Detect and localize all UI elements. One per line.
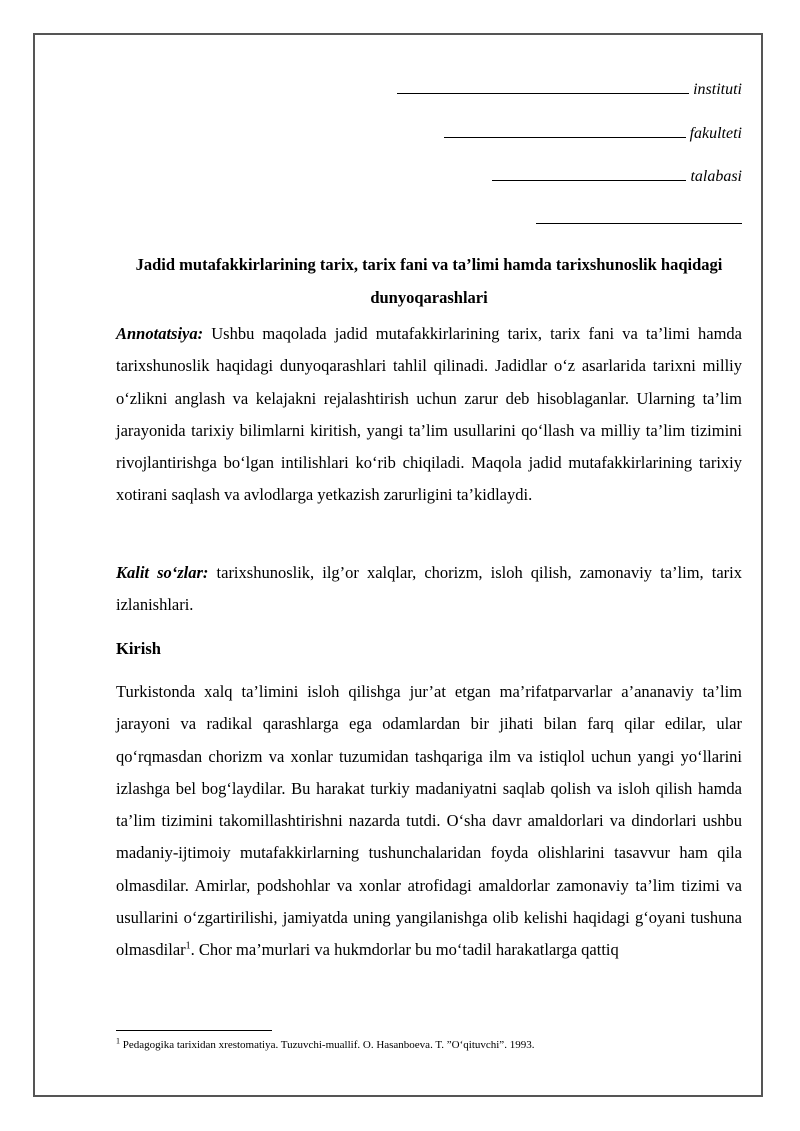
keywords-label: Kalit so‘zlar:	[116, 563, 209, 582]
annotation-paragraph	[116, 318, 742, 512]
faculty-line	[444, 121, 742, 144]
student-blank	[492, 164, 686, 181]
footnote-separator	[116, 1030, 272, 1031]
keywords-paragraph	[116, 557, 742, 622]
institute-label: instituti	[693, 81, 742, 98]
institute-line	[397, 77, 742, 100]
annotation-label: Annotatsiya:	[116, 324, 204, 343]
article-title: Jadid mutafakkirlarining tarix, tarix fani va ta’limi hamda tarixshunoslik haqidagi dunyoqarashlari	[135, 255, 723, 307]
footnote-mark: 1	[116, 1036, 120, 1046]
name-line	[536, 207, 742, 230]
intro-text-continued: . Chor ma’murlari va hukmdorlar bu mo‘tadil harakatlarga qattiq	[190, 940, 619, 960]
intro-text: Turkistonda xalq ta’limini isloh qilishga jur’at etgan ma’rifatparvarlar a’ananaviy ta’lim jarayoni va radikal qarashlarga ega odamlardan bir jihati bilan farq qilar edilar, ular qo‘rqmasdan chorizm va xonlar tuzumidan tashqariga ilm va istiqlol uchun yangi yo‘llarini izlashga bel bog‘laydilar. Bu harakat turkiy madaniyatni saqlab qolish va isloh qilish hamda ta’lim tizimini takomillashtirishni nazarda tutdi. O‘sha davr amaldorlari va dindorlari ushbu madaniy-ijtimoiy mutafakkirlarning tushunchalaridan foyda olishlarini tasavvur ham qila olmasdilar. Amirlar, podshohlar va xonlar atrofidagi amaldorlar zamonaviy ta’lim tizimi va usullarini o‘zgartirilishi, jamiyatda uning yangilanishga olib kelishi haqidagi g‘oyani tushuna olmasdilar	[116, 682, 742, 960]
footnote-text: Pedagogika tarixidan xrestomatiya. Tuzuvchi-muallif. O. Hasanboeva. T. ”O‘qituvchi”. 1993.	[120, 1039, 535, 1051]
student-line	[492, 164, 742, 187]
faculty-blank	[444, 121, 686, 138]
intro-paragraph	[116, 676, 742, 967]
faculty-label: fakulteti	[689, 125, 742, 142]
annotation-text: Ushbu maqolada jadid mutafakkirlarining tarix, tarix fani va ta’limi hamda tarixshunoslik haqidagi dunyoqarashlari tahlil qilinadi. Jadidlar o‘z asarlarida tarixni milliy o‘zlikni anglash va kelajakni rejalashtirish uchun zarur deb hisoblaganlar. Ularning ta’lim jarayonida tarixiy bilimlarni kiritish, yangi ta’lim usullarini qo‘llash va milliy ta’lim tizimini rivojlantirishga bo‘lgan intilishlari ko‘rib chiqiladi. Maqola jadid mutafakkirlarining tarixiy xotirani saqlash va avlodlarga yetkazish zarurligini ta’kidlaydi.	[116, 324, 742, 505]
keywords-text: tarixshunoslik, ilg’or xalqlar, chorizm, isloh qilish, zamonaviy ta’lim, tarix izlanishlari.	[116, 563, 742, 615]
footnote	[116, 1037, 742, 1053]
student-label: talabasi	[690, 168, 742, 185]
footnote-reference[interactable]: 1	[185, 940, 191, 952]
name-blank	[536, 207, 742, 224]
section-heading: Kirish	[116, 639, 161, 658]
institute-blank	[397, 77, 689, 94]
